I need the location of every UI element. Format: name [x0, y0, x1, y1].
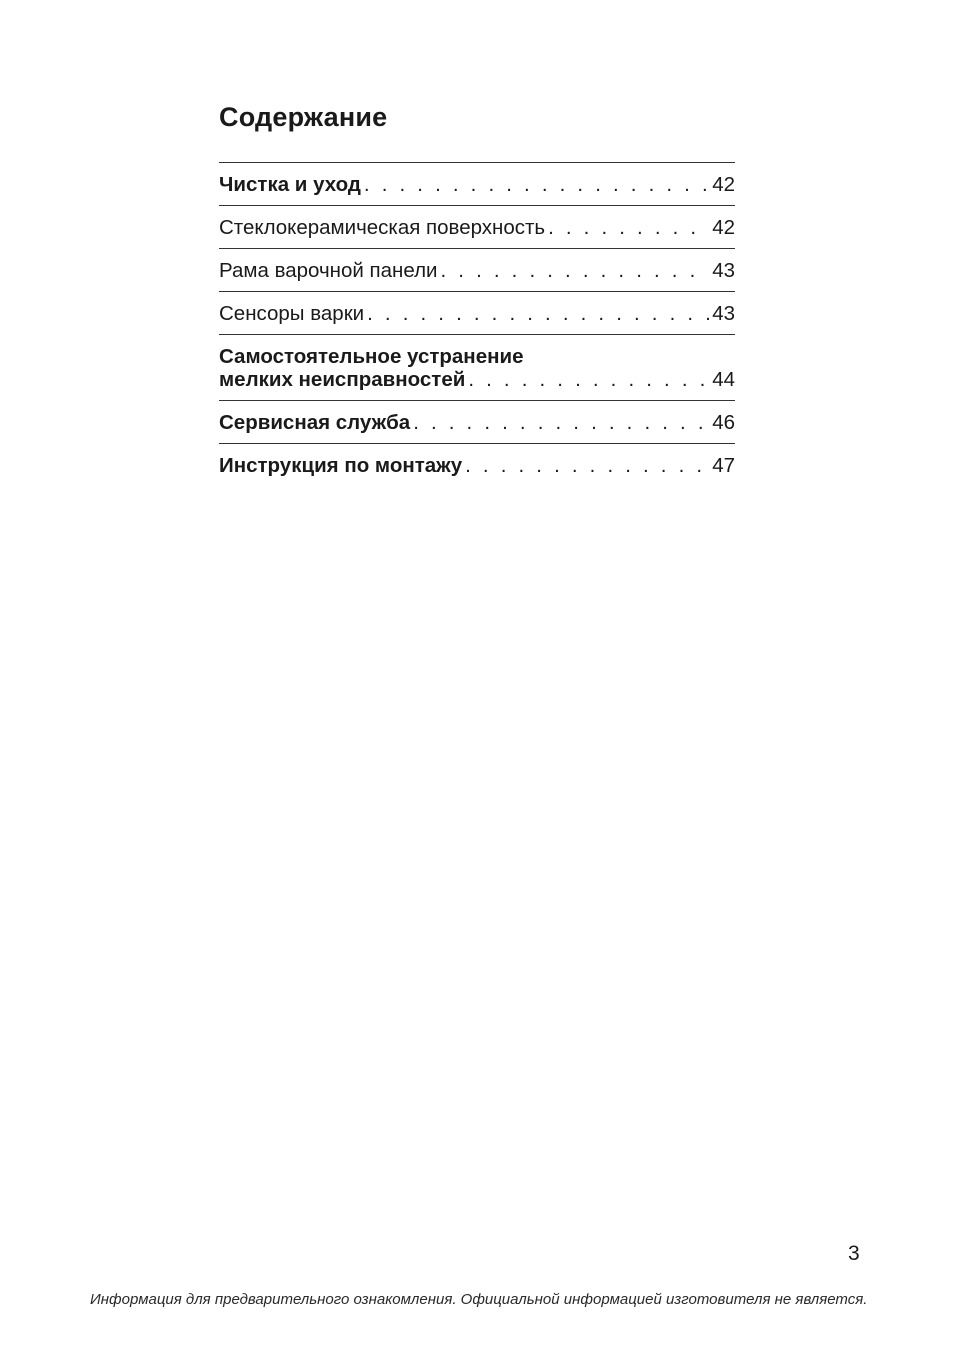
toc-entry-page: 43 [712, 302, 735, 325]
toc-entry-cleaning[interactable] [219, 163, 735, 206]
toc-title: Содержание [219, 102, 388, 132]
dot-leader [545, 216, 709, 239]
toc-entry-label: Чистка и уход [219, 173, 361, 196]
dot-leader [410, 411, 709, 434]
toc-entry-label-line-2: мелких неисправностей [219, 368, 466, 391]
dot-leader [465, 368, 709, 391]
toc-entry-sensors[interactable] [219, 292, 735, 335]
toc-entry-label-line-1: Самостоятельное устранение [219, 345, 524, 368]
page-number: 3 [848, 1242, 860, 1265]
toc-entry-label: Сервисная служба [219, 411, 411, 434]
dot-leader [462, 454, 709, 477]
dot-leader [438, 259, 710, 282]
toc-entry-label: Рама варочной панели [219, 259, 438, 282]
toc-entry-label: Сенсоры варки [219, 302, 365, 325]
toc-entry-page: 44 [712, 368, 735, 391]
dot-leader [361, 173, 709, 196]
table-of-contents [219, 162, 735, 486]
toc-entry-service[interactable] [219, 401, 735, 444]
toc-entry-page: 42 [712, 216, 735, 239]
toc-entry-label: Стеклокерамическая поверхность [219, 216, 546, 239]
toc-entry-installation[interactable] [219, 444, 735, 486]
footer-disclaimer: Информация для предварительного ознакомления. Официальной информацией изготовителя не является. [90, 1291, 868, 1308]
toc-entry-page: 43 [712, 259, 735, 282]
toc-entry-glass-ceramic[interactable] [219, 206, 735, 249]
toc-entry-page: 42 [712, 173, 735, 196]
toc-entry-frame[interactable] [219, 249, 735, 292]
dot-leader [364, 302, 709, 325]
toc-entry-page: 47 [712, 454, 735, 477]
toc-entry-label: Инструкция по монтажу [219, 454, 463, 477]
toc-entry-troubleshooting[interactable] [219, 335, 735, 401]
toc-entry-page: 46 [712, 411, 735, 434]
